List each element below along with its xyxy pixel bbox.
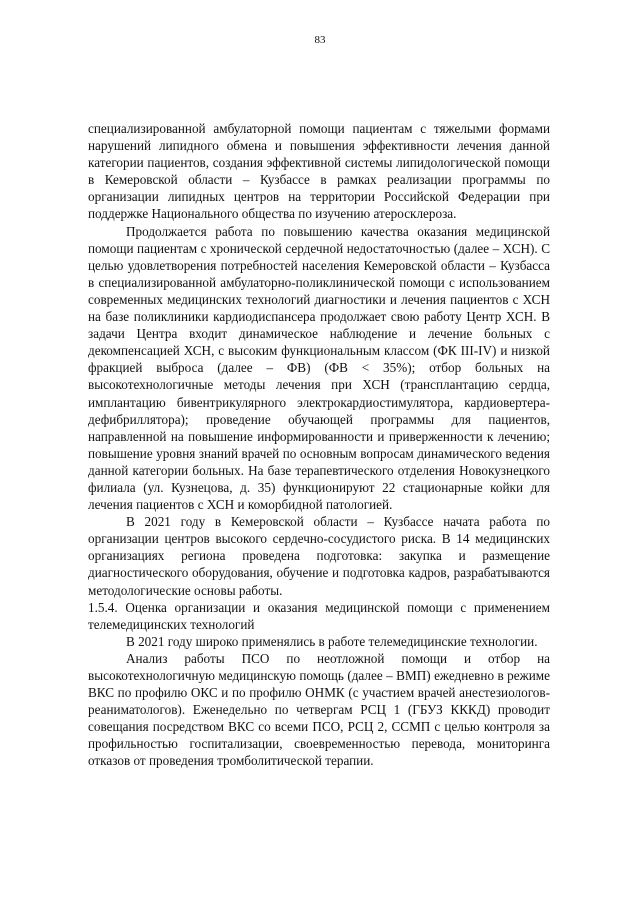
paragraph-telemedicine-intro: В 2021 году широко применялись в работе телемедицинские технологии.	[126, 633, 538, 649]
page-body	[88, 120, 550, 769]
paragraph-cardiovascular-risk-centers: В 2021 году в Кемеровской области – Кузбассе начата работа по организации центров высокого сердечно-сосудистого риска. В 14 медицинских организациях региона проведена подготовка: закупка и размещение диагностического оборудования, обучение и подготовка кадров, разрабатываются методологические основы работы.	[88, 514, 550, 598]
page-number: 83	[314, 34, 326, 46]
paragraph-telemedicine-analysis: Анализ работы ПСО по неотложной помощи и отбор на высокотехнологичную медицинскую помощь (далее – ВМП) ежедневно в режиме ВКС по профилю ОКС и по профилю ОНМК (с участием врачей анестезиологов-реаниматологов). Еженедельно по четвергам РСЦ 1 (ГБУЗ КККД) проводит совещания посредством ВКС со всеми ПСО, РСЦ 2, ССМП с целью контроля за профильностью госпитализации, своевременностью перевода, мониторинга отказов от проведения тромболитической терапии.	[88, 650, 550, 769]
section-heading: 1.5.4. Оценка организации и оказания медицинской помощи с применением телемедицинских технологий	[88, 599, 550, 632]
paragraph-heart-failure-center: Продолжается работа по повышению качества оказания медицинской помощи пациентам с хронической сердечной недостаточностью (далее – ХСН). С целью удовлетворения потребностей населения Кемеровской области – Кузбасса в специализированной амбулаторно-поликлинической помощи с использованием современных медицинских технологий диагностики и лечения пациентов с ХСН на базе поликлиники кардиодиспансера продолжает свою работу Центр ХСН. В задачи Центра входит динамическое наблюдение и лечение больных с декомпенсацией ХСН, с высоким функциональным классом (ФК III-IV) и низкой фракцией выброса (далее – ФВ) (ФВ < 35%); отбор больных на высокотехнологичные методы лечения при ХСН (трансплантацию сердца, имплантацию бивентрикулярного электрокардиостимулятора, кардиовертера-дефибриллятора); проведение обучающей программы для пациентов, направленной на повышение информированности и приверженности к лечению; повышение уровня знаний врачей по основным вопросам динамического ведения данной категории больных. На базе терапевтического отделения Новокузнецкого филиала (ул. Кузнецова, д. 35) функционируют 22 стационарные койки для лечения пациентов с ХСН и коморбидной патологией.	[88, 223, 550, 513]
paragraph-lipid-centers: специализированной амбулаторной помощи пациентам с тяжелыми формами нарушений липидного обмена и повышения эффективности лечения данной категории пациентов, создания эффективной системы липидологической помощи в Кемеровской области – Кузбассе в рамках реализации программы по организации липидных центров на территории Российской Федерации при поддержке Национального общества по изучению атеросклероза.	[88, 121, 550, 222]
